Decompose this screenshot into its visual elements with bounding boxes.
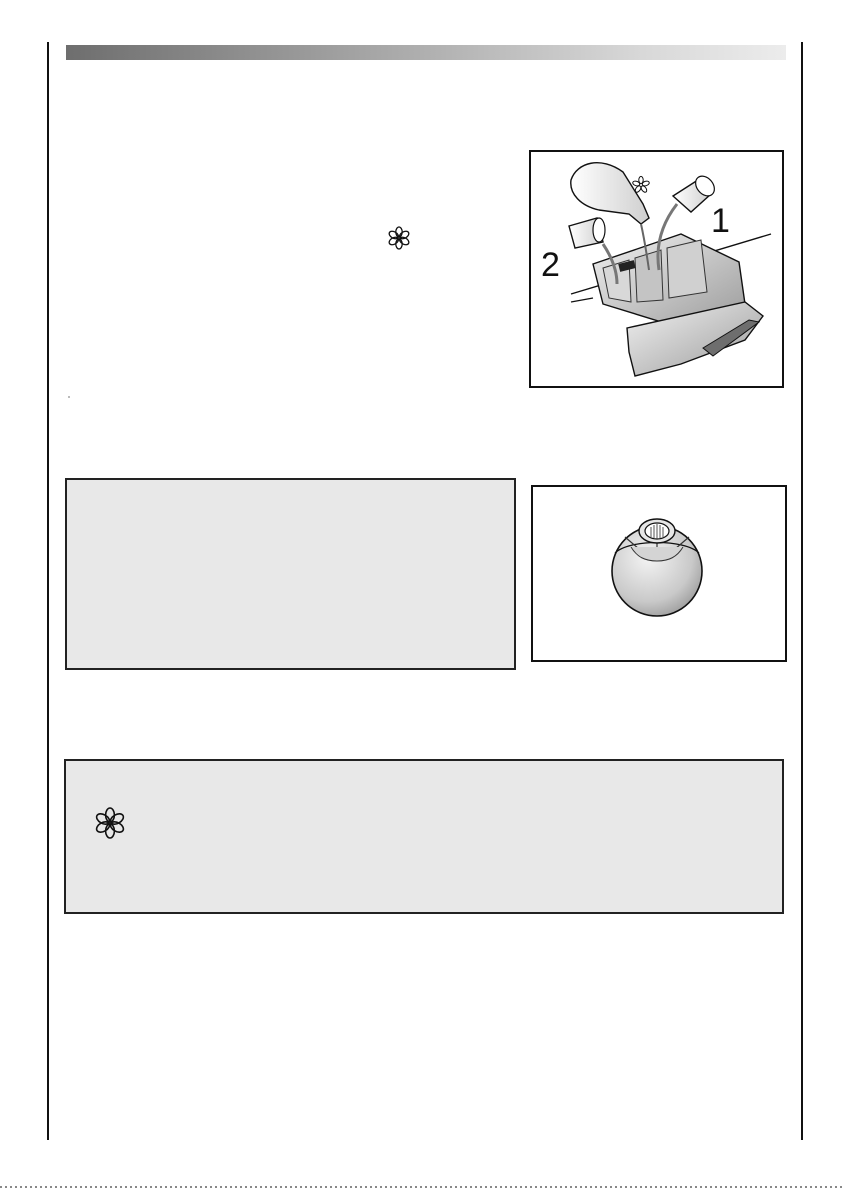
note-box-left (65, 478, 516, 670)
compartment-2-label: 2 (541, 246, 560, 284)
page-bottom-dotted-edge (0, 1186, 843, 1188)
dosing-ball-illustration (531, 485, 787, 662)
left-margin-rule (47, 42, 49, 1140)
softener-flower-icon (386, 225, 412, 251)
dosing-ball-icon (533, 487, 785, 660)
header-gradient-bar (66, 45, 786, 60)
flower-icon (92, 805, 128, 841)
note-box-wide (64, 759, 784, 914)
dispenser-drawing (531, 152, 782, 386)
compartment-1-label: 1 (711, 202, 730, 240)
dispenser-illustration (529, 150, 784, 388)
print-speck (68, 396, 70, 398)
right-margin-rule (801, 42, 803, 1140)
